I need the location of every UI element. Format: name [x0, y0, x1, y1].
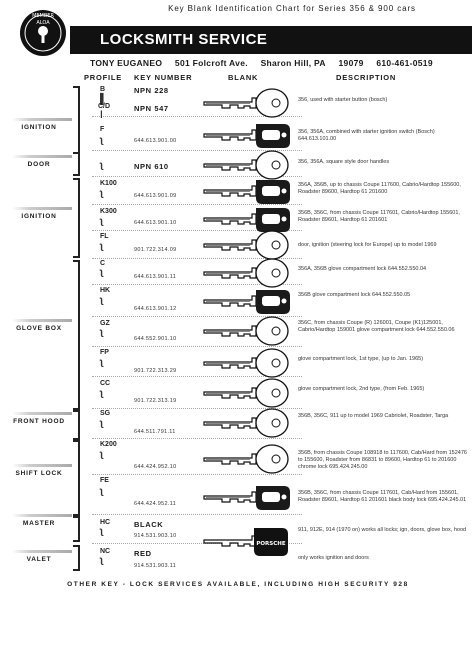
profile-glyph: ʅ [100, 216, 104, 227]
contact-phone: 610-461-0519 [376, 58, 433, 68]
profile-glyph: ʅ [100, 267, 104, 278]
key-description: 356A, 356B glove compartment lock 644.552.550.04 [298, 266, 427, 272]
category-glove-box: GLOVE BOX [8, 325, 70, 332]
key-description: glove compartment lock, 2nd type, (from Feb. 1965) [298, 386, 425, 392]
banner-title: LOCKSMITH SERVICE [70, 26, 472, 54]
profile-glyph: ʅ [100, 418, 104, 429]
profile-glyph: ʅ [100, 188, 104, 199]
profile-label: FE [100, 477, 109, 484]
bracket-glove-box [73, 260, 80, 410]
bracket-ignition-1 [73, 86, 80, 154]
category-ignition-1: IGNITION [8, 124, 70, 131]
part-number: 644.613.901.00 [134, 138, 177, 144]
key-description: 356, 356A, combined with starter ignition switch (Bosch) 644.613.101.00 [298, 129, 435, 142]
profile-label: HC [100, 519, 111, 526]
key-description: 356B, 356C, from chassis Coupe 117601, Cabrio/Hardtop 155601, Roadster 89601, Hardtop 61 201601 [298, 210, 460, 223]
bracket-shift-lock [73, 440, 80, 516]
chart-title: Key Blank Identification Chart for Series 356 & 900 cars [168, 4, 416, 13]
category-bar [12, 412, 72, 415]
profile-glyph: ʅ [100, 357, 104, 368]
key-description: 356B glove compartment lock 644.552.550.05 [298, 292, 411, 298]
profile-glyph: ʅ [100, 295, 104, 306]
profile-glyph: ʅ [100, 486, 104, 497]
profile-label: GZ [100, 320, 110, 327]
category-ignition-2: IGNITION [8, 213, 70, 220]
bracket-door [73, 152, 80, 176]
profile-glyph: ʅ [100, 135, 104, 146]
category-bar [12, 514, 72, 517]
bracket-front-hood [73, 410, 80, 440]
key-number: RED [134, 549, 152, 558]
contact-street: 501 Folcroft Ave. [174, 58, 248, 68]
profile-glyph: ǀ [100, 110, 103, 121]
part-number: 644.424.952.10 [134, 464, 177, 470]
category-master: MASTER [8, 520, 70, 527]
category-front-hood: FRONT HOOD [8, 418, 70, 425]
column-header-profile: PROFILE [84, 73, 123, 82]
part-number: 901.722.313.29 [134, 368, 177, 374]
part-number: 914.531.903.11 [134, 563, 177, 569]
profile-label: SG [100, 410, 111, 417]
part-number: 901.722.313.19 [134, 398, 177, 404]
category-bar [12, 550, 72, 553]
part-number: 914.531.903.10 [134, 533, 177, 539]
profile-glyph: ʅ [100, 388, 104, 399]
key-description: only works ignition and doors [298, 555, 369, 561]
profile-label: CC [100, 380, 111, 387]
key-blank-image [200, 480, 292, 514]
profile-label: C [100, 260, 106, 267]
key-blank-image [200, 524, 292, 558]
category-bar [12, 155, 72, 158]
part-number: 644.552.901.10 [134, 336, 177, 342]
key-blank-image [200, 86, 292, 120]
key-blank-image [200, 314, 292, 348]
column-header-key-number: KEY NUMBER [134, 73, 193, 82]
profile-glyph: ʅ [100, 241, 104, 252]
part-number: 644.613.901.10 [134, 220, 177, 226]
key-description: 356B, 356C, from chassis Coupe 117601, Cab/Hard from 155601, Roadster 89601, Hardtop 61 201601 black body lock 695.424.245.01 [298, 490, 467, 503]
key-blank-image [200, 118, 292, 152]
profile-glyph: ʅ [100, 327, 104, 338]
profile-glyph: ▌ [100, 94, 108, 105]
key-description: 911, 912E, 914 (1970 on) works all locks; ign, doors, glove box, hood [298, 527, 467, 533]
contact-line [90, 58, 472, 68]
profile-label: K100 [100, 180, 117, 187]
key-number: NPN 228 [134, 86, 169, 95]
profile-label: K200 [100, 441, 117, 448]
category-shift-lock: SHIFT LOCK [8, 470, 70, 477]
key-blank-image [200, 346, 292, 380]
category-bar [12, 118, 72, 121]
part-number: 644.511.791.11 [134, 429, 176, 435]
category-door: DOOR [8, 161, 70, 168]
contact-name: TONY EUGANEO [90, 58, 163, 68]
key-description: door, ignition (steering lock for Europe) up to model 1969 [298, 242, 437, 248]
bracket-master [73, 516, 80, 542]
profile-glyph: ʅ [100, 526, 104, 537]
key-description: 356, 356A, square style door handles [298, 159, 390, 165]
key-description: 356B, 356C, 911 up to model 1969 Cabriolet, Roadster, Targa [298, 413, 449, 419]
key-number: NPN 610 [134, 162, 169, 171]
category-bar [12, 207, 72, 210]
key-blank-image [200, 376, 292, 410]
key-brand-label: PORSCHE [256, 541, 286, 547]
column-header-description: DESCRIPTION [336, 73, 397, 82]
key-blank-image [200, 284, 292, 318]
profile-glyph: ʅ [100, 449, 104, 460]
part-number: 644.613.901.12 [134, 306, 177, 312]
part-number: 644.613.901.11 [134, 274, 177, 280]
profile-label: HK [100, 287, 111, 294]
bracket-ignition-2 [73, 178, 80, 258]
key-description: 356, used with starter button (bosch) [298, 97, 388, 103]
profile-label: K300 [100, 208, 117, 215]
profile-label: B [100, 86, 106, 93]
logo-text-aloa: ALOA [36, 20, 50, 26]
part-number: 644.424.952.11 [134, 501, 177, 507]
bracket-valet [73, 545, 80, 571]
category-bar [12, 319, 72, 322]
column-header-blank: BLANK [228, 73, 259, 82]
profile-label: F [100, 126, 105, 133]
logo-text-member: MEMBER [32, 13, 54, 19]
category-valet: VALET [8, 556, 70, 563]
profile-label: FL [100, 233, 109, 240]
footer-note: OTHER KEY - LOCK SERVICES AVAILABLE, INCLUDING HIGH SECURITY 928 [67, 581, 409, 588]
profile-label: FP [100, 349, 109, 356]
key-description: 356C, from chassis Coupe (R) 126001, Coupe (K1)125001, Cabrio/Hardtop 159001 glove compartment lock 644.552.550.06 [298, 320, 455, 333]
aloa-member-logo-icon [18, 8, 68, 58]
key-blank-image [200, 406, 292, 440]
profile-glyph: ʅ [100, 555, 104, 566]
part-number: 644.613.901.09 [134, 193, 177, 199]
key-blank-image [200, 442, 292, 476]
profile-label: NC [100, 548, 111, 555]
key-description: 356B, from chassis Coupe 108918 to 117600, Cab/Hard from 152476 to 155600, Roadster from 86831 to 89600, Hardtop 61 to 201600 chrome lock 695.424.245.00 [298, 450, 467, 470]
key-number: NPN 547 [134, 104, 169, 113]
row-separator [92, 514, 302, 515]
key-description: glove compartment lock, 1st type, (up to Jan. 1965) [298, 356, 424, 362]
key-number: BLACK [134, 520, 164, 529]
contact-city: Sharon Hill, PA [260, 58, 326, 68]
contact-zip: 19079 [338, 58, 364, 68]
key-description: 356A, 356B, up to chassis Coupe 117600, Cabrio/Hardtop 155600, Roadster 89600, Hardtop 61 201600 [298, 182, 461, 195]
part-number: 901.722.314.09 [134, 247, 177, 253]
profile-label: C/D [98, 103, 111, 110]
category-bar [12, 464, 72, 467]
profile-glyph: ʅ [100, 160, 104, 171]
